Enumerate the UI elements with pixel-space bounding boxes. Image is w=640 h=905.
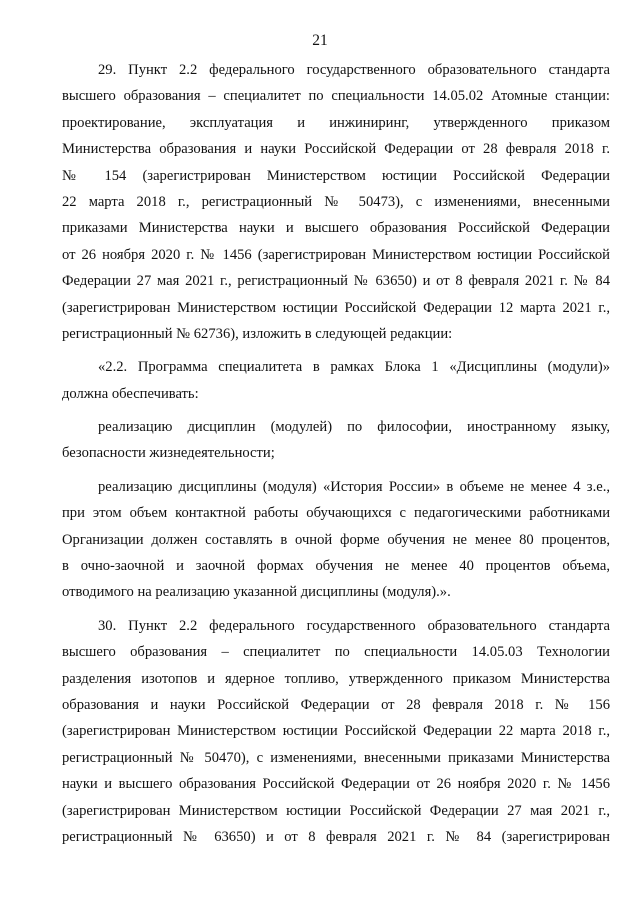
text-line: Министерства образования и науки Российской Федерации от 28 февраля 2018 г.: [62, 141, 610, 158]
text-line: высшего образования – специалитет по специальности 14.05.02 Атомные станции:: [62, 88, 610, 105]
text-line: регистрационный № 62736), изложить в следующей редакции:: [62, 325, 453, 342]
text-line: отводимого на реализацию указанной дисциплины (модуля).».: [62, 584, 451, 601]
text-line: 22 марта 2018 г., регистрационный № 50473), с изменениями, внесенными: [62, 193, 610, 210]
text-line: Федерации 27 мая 2021 г., регистрационный № 63650) и от 8 февраля 2021 г. № 84: [62, 273, 610, 290]
text-line: (зарегистрирован Министерством юстиции Российской Федерации 22 марта 2018 г.,: [62, 723, 610, 740]
text-line: должна обеспечивать:: [62, 385, 199, 402]
text-line: от 26 ноября 2020 г. № 1456 (зарегистрирован Министерством юстиции Российской: [62, 246, 610, 263]
text-line: 30. Пункт 2.2 федерального государственного образовательного стандарта: [98, 617, 610, 634]
text-line: «2.2. Программа специалитета в рамках Блока 1 «Дисциплины (модули)»: [98, 359, 610, 376]
text-line: проектирование, эксплуатация и инжиниринг, утвержденного приказом: [62, 114, 610, 131]
text-line: (зарегистрирован Министерством юстиции Российской Федерации 12 марта 2021 г.,: [62, 299, 610, 316]
text-line: в очно-заочной и заочной формах обучения не менее 40 процентов объема,: [62, 558, 610, 575]
text-line: (зарегистрирован Министерством юстиции Российской Федерации 27 мая 2021 г.,: [62, 802, 610, 819]
text-line: регистрационный № 50470), с изменениями, внесенными приказами Министерства: [62, 749, 610, 766]
text-line: регистрационный № 63650) и от 8 февраля 2021 г. № 84 (зарегистрирован: [62, 828, 610, 845]
quoted-item-philosophy: [62, 414, 610, 467]
text-line: 29. Пункт 2.2 федерального государственного образовательного стандарта: [98, 62, 610, 78]
quoted-paragraph-2-2: [62, 354, 610, 407]
text-line: при этом объем контактной работы обучающихся с педагогическими работниками: [62, 505, 610, 522]
text-line: приказами Министерства науки и высшего образования Российской Федерации: [62, 220, 610, 237]
text-line: № 154 (зарегистрирован Министерством юстиции Российской Федерации: [62, 167, 610, 184]
text-line: науки и высшего образования Российской Федерации от 26 ноября 2020 г. № 1456: [62, 776, 610, 793]
paragraph-30: [62, 613, 610, 851]
text-line: высшего образования – специалитет по специальности 14.05.03 Технологии: [62, 644, 610, 661]
text-line: разделения изотопов и ядерное топливо, утвержденного приказом Министерства: [62, 670, 610, 687]
text-line: Организации должен составлять в очной форме обучения не менее 80 процентов,: [62, 531, 610, 548]
text-line: образования и науки Российской Федерации от 28 февраля 2018 г. № 156: [62, 696, 610, 713]
paragraph-29: [62, 57, 610, 347]
quoted-item-history: [62, 474, 610, 606]
text-line: реализацию дисциплин (модулей) по философии, иностранному языку,: [98, 419, 610, 436]
page-number: 21: [312, 32, 328, 49]
document-body: [62, 57, 610, 850]
text-line: безопасности жизнедеятельности;: [62, 445, 275, 462]
text-line: реализацию дисциплины (модуля) «История России» в объеме не менее 4 з.е.,: [98, 478, 610, 495]
